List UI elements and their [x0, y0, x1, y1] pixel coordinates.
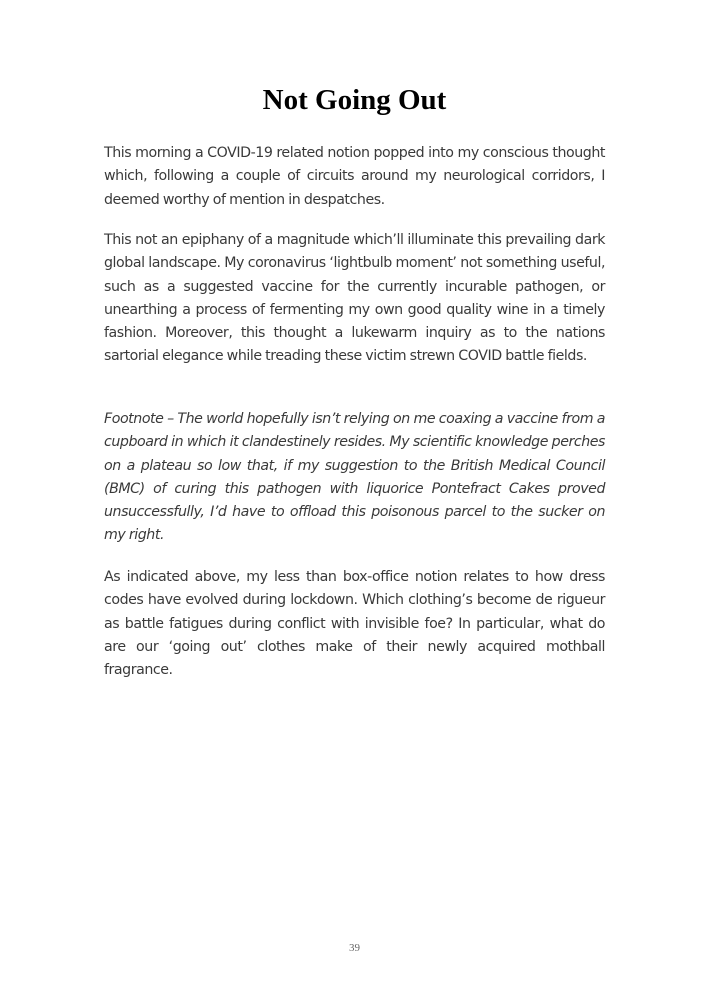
page-number: 39: [349, 942, 360, 954]
paragraph-epiphany: This not an epiphany of a magnitude which’ll illuminate this prevailing dark global landscape. My coronavirus ‘lightbulb moment’ not something useful, such as a suggested vaccine for the currently incurable pathogen, or unearthing a process of fermenting my own good quality wine in a timely fashion. Moreover, this thought a lukewarm inquiry as to the nations sartorial elegance while treading these victim strewn COVID battle fields.: [104, 232, 605, 365]
paragraph-footnote: Footnote – The world hopefully isn’t relying on me coaxing a vaccine from a cupboard in which it clandestinely resides. My scientific knowledge perches on a plateau so low that, if my suggestion to the British Medical Council (BMC) of curing this pathogen with liquorice Pontefract Cakes proved unsuccessfully, I’d have to offload this poisonous parcel to the sucker on my right.: [104, 411, 605, 544]
chapter-title: Not Going Out: [262, 84, 447, 116]
paragraph-dress-codes: As indicated above, my less than box-office notion relates to how dress codes have evolved during lockdown. Which clothing’s become de rigueur as battle fatigues during conflict with invisible foe? In particular, what do are our ‘going out’ clothes make of their newly acquired mothball fragrance.: [104, 569, 605, 679]
paragraph-intro: This morning a COVID-19 related notion popped into my conscious thought which, following a couple of circuits around my neurological corridors, I deemed worthy of mention in despatches.: [104, 145, 605, 208]
